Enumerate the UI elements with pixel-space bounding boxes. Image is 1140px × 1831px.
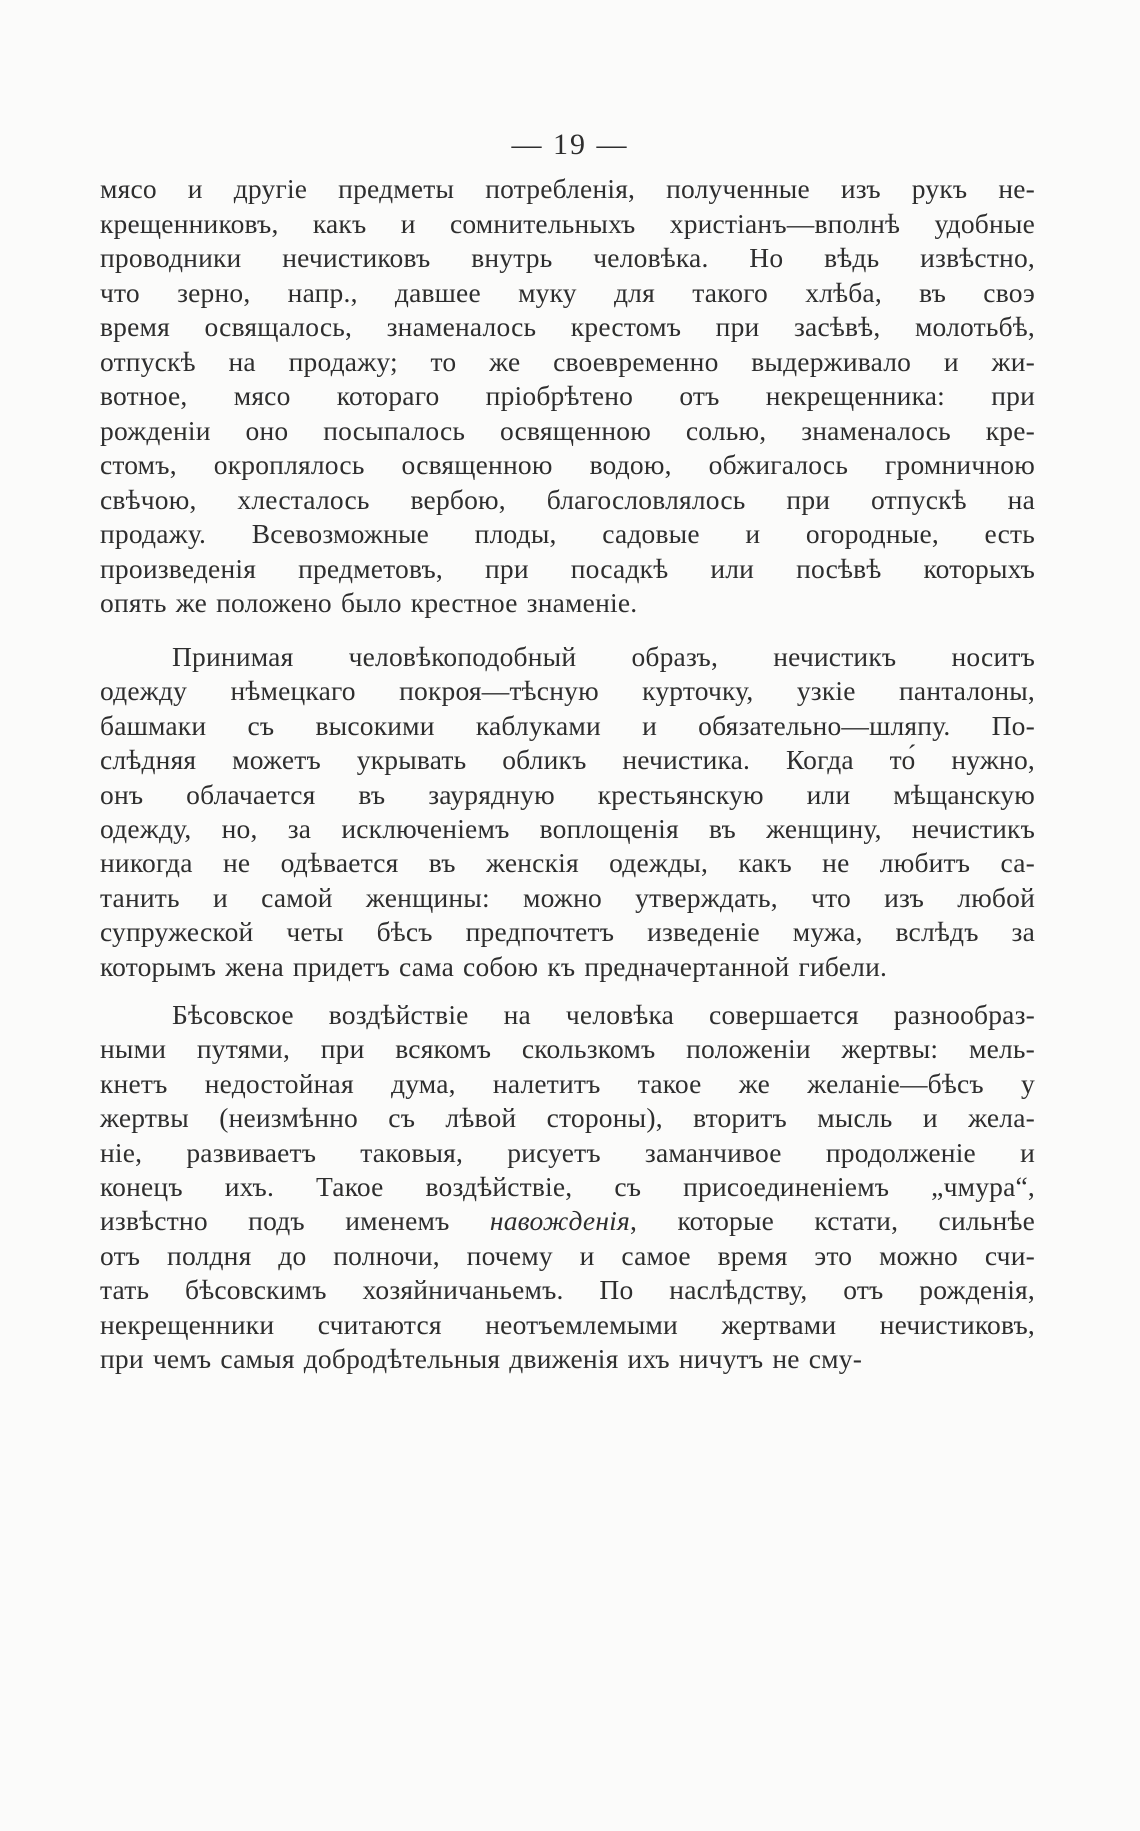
text-line: время освящалось, знаменалось крестомъ при засѣвѣ, молотьбѣ,: [100, 311, 1035, 342]
text-line: никогда не одѣвается въ женскія одежды, какъ не любитъ са-: [100, 847, 1035, 879]
text-line: Принимая человѣкоподобный образъ, нечистикъ носитъ: [172, 641, 1035, 672]
italic-term: навожденія: [489, 1205, 631, 1237]
text-line: опять же положено было крестное знаменіе.: [100, 587, 638, 618]
text-line: при чемъ самыя добродѣтельныя движенія ихъ ничутъ не сму-: [100, 1343, 863, 1375]
text-line: которымъ жена придетъ сама собою къ предначертанной гибели.: [100, 950, 888, 982]
text-line: мясо и другіе предметы потребленія, полученные изъ рукъ не-: [100, 173, 1035, 204]
text-line: произведенія предметовъ, при посадкѣ или посѣвѣ которыхъ: [100, 552, 1035, 584]
text-line: тать бѣсовскимъ хозяйничаньемъ. По наслѣдству, отъ рожденія,: [100, 1274, 1035, 1306]
page-number: — 19 —: [511, 128, 629, 161]
paragraph-1: [100, 172, 1035, 621]
text-line: ными путями, при всякомъ скользкомъ положеніи жертвы: мель-: [100, 1033, 1035, 1065]
text-line: свѣчою, хлесталось вербою, благословлялось при отпускѣ на: [100, 483, 1035, 515]
text-line: башмаки съ высокими каблуками и обязательно—шляпу. По-: [100, 709, 1035, 741]
text-line: продажу. Всевозможные плоды, садовые и огородные, есть: [100, 518, 1035, 549]
text-line: отпускѣ на продажу; то же своевременно выдерживало и жи-: [100, 345, 1035, 377]
text-line: конецъ ихъ. Такое воздѣйствіе, съ присоединеніемъ „чмура“,: [100, 1171, 1035, 1203]
text-line: извѣстно подъ именемъ навожденія, которые кстати, сильнѣе: [100, 1205, 1035, 1237]
text-line: одежду, но, за исключеніемъ воплощенія въ женщину, нечистикъ: [100, 813, 1035, 845]
text-line: танить и самой женщины: можно утверждать, что изъ любой: [100, 881, 1035, 913]
text-line: рожденіи оно посыпалось освященною солью, знаменалось кре-: [100, 414, 1035, 446]
text-line: некрещенники считаются неотъемлемыми жертвами нечистиковъ,: [100, 1308, 1035, 1340]
text-line: что зерно, напр., давшее муку для такого хлѣба, въ своэ: [100, 276, 1035, 308]
text-line: кнетъ недостойная дума, налетитъ такое же желаніе—бѣсъ у: [100, 1067, 1035, 1099]
text-line: одежду нѣмецкаго покроя—тѣсную курточку, узкіе панталоны,: [100, 675, 1035, 707]
paragraph-2: [100, 640, 1035, 984]
text-line: супружеской четы бѣсъ предпочтетъ изведеніе мужа, вслѣдъ за: [100, 916, 1035, 948]
text-line: вотное, мясо котораго пріобрѣтено отъ некрещенника: при: [100, 380, 1035, 411]
text-line: проводники нечистиковъ внутрь человѣка. Но вѣдь извѣстно,: [100, 242, 1035, 273]
paragraph-3: [100, 998, 1035, 1376]
text-line: крещенниковъ, какъ и сомнительныхъ христіанъ—вполнѣ удобные: [100, 207, 1035, 239]
text-line: ніе, развиваетъ таковыя, рисуетъ заманчивое продолженіе и: [100, 1136, 1035, 1168]
text-line: отъ полдня до полночи, почему и самое время это можно счи-: [100, 1239, 1035, 1271]
text-line: слѣдняя можетъ укрывать обликъ нечистика. Когда то́ нужно,: [100, 744, 1035, 776]
text-line: стомъ, окроплялось освященною водою, обжигалось громничною: [100, 449, 1035, 480]
text-line: жертвы (неизмѣнно съ лѣвой стороны), вторитъ мысль и жела-: [100, 1102, 1035, 1134]
text-line: онъ облачается въ заурядную крестьянскую или мѣщанскую: [100, 778, 1035, 810]
text-line: Бѣсовское воздѣйствіе на человѣка совершается разнообраз-: [172, 999, 1035, 1030]
